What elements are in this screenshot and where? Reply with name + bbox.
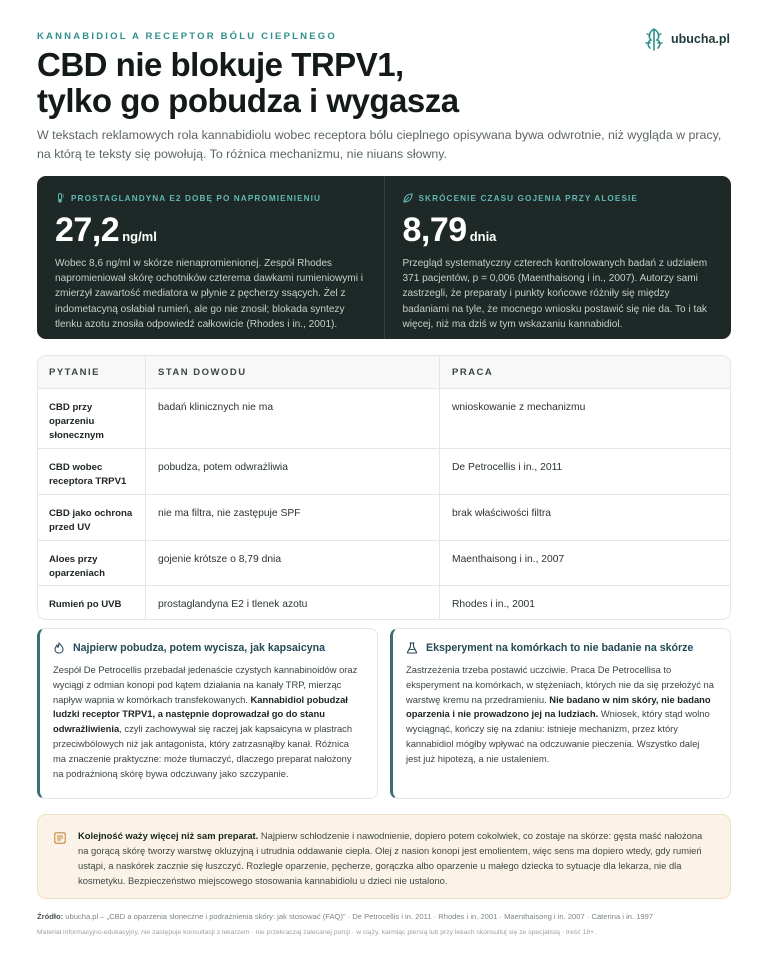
row-evidence: pobudza, potem odwrażliwia <box>145 449 439 494</box>
card-text: Wniosek, który stąd wolno wyciągnąć, kończy się na zdaniu: istnieje mechanizm, przez który kannabidiol mógłby wpływać na odczuwanie pieczenia. Wszystko dalej jest już hipotezą, a nie ustaleniem. <box>406 708 710 764</box>
stat-description: Przegląd systematyczny czterech kontrolowanych badań z udziałem 371 pacjentów, p = 0,006 (Maenthaisong i in., 2007). Autorzy sami zastrzegli, że preparaty i punkty końcowe różniły się między badaniami na tyle, że mocnego wniosku postawić się nie da. To i tak więcej, niż ma dziś w tym wskazaniu kannabidiol. <box>402 258 708 330</box>
row-evidence: prostaglandyna E2 i tlenek azotu <box>145 586 439 619</box>
page-title <box>37 47 597 119</box>
table-row <box>38 449 730 495</box>
stat-value: 27,2 <box>55 211 120 249</box>
row-source: brak właściwości filtra <box>439 495 730 540</box>
row-source: wnioskowanie z mechanizmu <box>439 389 730 448</box>
card-emphasis: Kannabidiol pobudzał ludzki receptor TRPV1, a następnie doprowadzał go do stanu odwrażliwienia <box>53 693 348 735</box>
row-evidence: gojenie krótsze o 8,79 dnia <box>145 541 439 585</box>
lead-paragraph: W tekstach reklamowych rola kannabidiolu wobec receptora bólu cieplnego opisywana bywa odwrotnie, niż wygląda w pracy, na którą te teksty się powołują. To różnica mechanizmu, nie niuans słowny. <box>37 128 722 161</box>
thermometer-icon <box>55 193 65 203</box>
row-question: CBD wobec receptora TRPV1 <box>49 462 127 487</box>
brand-logo[interactable] <box>643 26 730 52</box>
table-row <box>38 389 730 449</box>
flame-icon <box>53 642 65 654</box>
leaf-icon <box>403 193 413 203</box>
stat-unit: dnia <box>469 229 497 244</box>
card-title: Najpierw pobudza, potem wycisza, jak kapsaicyna <box>73 642 325 654</box>
stat-value: 8,79 <box>402 211 467 249</box>
stat-unit: ng/ml <box>122 229 157 244</box>
title-line-2: tylko go pobudza i wygasza <box>37 82 459 119</box>
row-source: Rhodes i in., 2001 <box>439 586 730 619</box>
card-text: Zastrzeżenia trzeba postawić uczciwie. Praca De Petrocellisa to eksperyment na komórkach, w stężeniach, których nie da się przełożyć na warstwę kremu na przedramieniu. <box>406 664 714 705</box>
source-line <box>37 912 737 921</box>
table-row <box>38 541 730 586</box>
stat-label: PROSTAGLANDYNA E2 DOBĘ PO NAPROMIENIENIU <box>71 193 322 203</box>
table-header <box>38 356 730 389</box>
brand-name: ubucha.pl <box>670 32 730 46</box>
stats-panel <box>37 176 731 339</box>
card-text: Zespół De Petrocellis przebadał jedenaście czystych kannabinoidów oraz wyciągi z odmian konopi pod kątem działania na kanały TRP, mierząc napływ wapnia w komórkach transfekowanych. <box>53 664 358 705</box>
stat-label: SKRÓCENIE CZASU GOJENIA PRZY ALOESIE <box>418 193 638 203</box>
table-row <box>38 495 730 541</box>
kicker: KANNABIDIOL A RECEPTOR BÓLU CIEPLNEGO <box>37 31 337 42</box>
card-capsaicin <box>37 628 378 799</box>
card-text: , czyli zachowywał się raczej jak kapsaicyna w plastrach przeciwbólowych niż jak antagonista, który zatrzasnąłby kanał. Różnica ma znaczenie praktyczne: może tłumaczyć, dlaczego preparat nałożony na podrażnioną skórę bywa odczuwany jako szczypanie. <box>53 723 353 779</box>
row-source: De Petrocellis i in., 2011 <box>439 449 730 494</box>
note-body: Najpierw schłodzenie i nawodnienie, dopiero potem cokolwiek, co zostaje na skórze: gęsta maść nałożona na gorącą skórę tworzy warstwę okluzyjną i utrudnia oddawanie ciepła. Olej z nasion konopi jest emolientem, więc sens ma dopiero wtedy, gdy rumień ustąpi, a naskórek zacznie się łuszczyć. Rozległe oparzenie, pęcherze, gorączka albo oparzenie u małego dziecka to sytuacje dla lekarza, nie dla kosmetyku. Bezpieczeństwo miejscowego stosowania kannabidiolu u dzieci nie ustalono. <box>78 830 703 886</box>
row-question: Rumień po UVB <box>49 599 122 610</box>
row-evidence: nie ma filtra, nie zastępuje SPF <box>145 495 439 540</box>
disclaimer: Materiał informacyjno-edukacyjny, nie zastępuje konsultacji z lekarzem · nie przekraczaj zalecanej porcji · w ciąży, karmiąc piersią lub przy lekach skonsultuj się ze specjalistą · treść 18+. <box>37 929 597 936</box>
source-text: ubucha.pl – „CBD a oparzenia słoneczne i podrażnienia skóry: jak stosować (FAQ)” · De Petrocellis i in. 2011 · Rhodes i in. 2001 · Maenthaisong i in. 2007 · Caterina i in. 1997 <box>63 912 654 921</box>
stat-aloe <box>384 176 732 339</box>
note-emphasis: Kolejność waży więcej niż sam preparat. <box>78 830 259 841</box>
list-icon <box>54 832 66 844</box>
stat-prostaglandin <box>37 176 384 339</box>
row-source: Maenthaisong i in., 2007 <box>439 541 730 585</box>
row-question: CBD jako ochrona przed UV <box>49 508 133 533</box>
flask-icon <box>406 642 418 654</box>
row-question: CBD przy oparzeniu słonecznym <box>49 402 104 441</box>
card-emphasis: Nie badano w nim skóry, nie badano oparzenia i nie prowadzono jej na ludziach. <box>406 693 711 720</box>
card-body <box>406 663 716 767</box>
row-question: Aloes przy oparzeniach <box>49 554 105 579</box>
title-line-1: CBD nie blokuje TRPV1, <box>37 46 404 83</box>
row-evidence: badań klinicznych nie ma <box>145 389 439 448</box>
card-cell-experiment <box>390 628 731 799</box>
source-label: Źródło: <box>37 912 64 921</box>
order-note <box>37 814 731 899</box>
card-title: Eksperyment na komórkach to nie badanie na skórze <box>426 642 694 654</box>
column-header-evidence: STAN DOWODU <box>145 356 439 389</box>
stat-description: Wobec 8,6 ng/ml w skórze nienapromienionej. Zespół Rhodes napromieniował skórę ochotników czterema dawkami rumieniowymi i zmierzył zawartość mediatora w płynie z pęcherzy ssących. Żel z indometacyną osłabiał rumień, ale go nie znosił; blokada syntezy tlenku azotu znosiła odpowiedź całkowicie (Rhodes i in., 2001). <box>55 258 363 330</box>
evidence-table <box>37 355 731 620</box>
brand-leaf-icon <box>643 26 665 52</box>
card-body <box>53 663 363 781</box>
table-row <box>38 586 730 619</box>
column-header-source: PRACA <box>439 356 730 389</box>
column-header-question: PYTANIE <box>49 366 100 378</box>
note-text <box>78 828 714 888</box>
